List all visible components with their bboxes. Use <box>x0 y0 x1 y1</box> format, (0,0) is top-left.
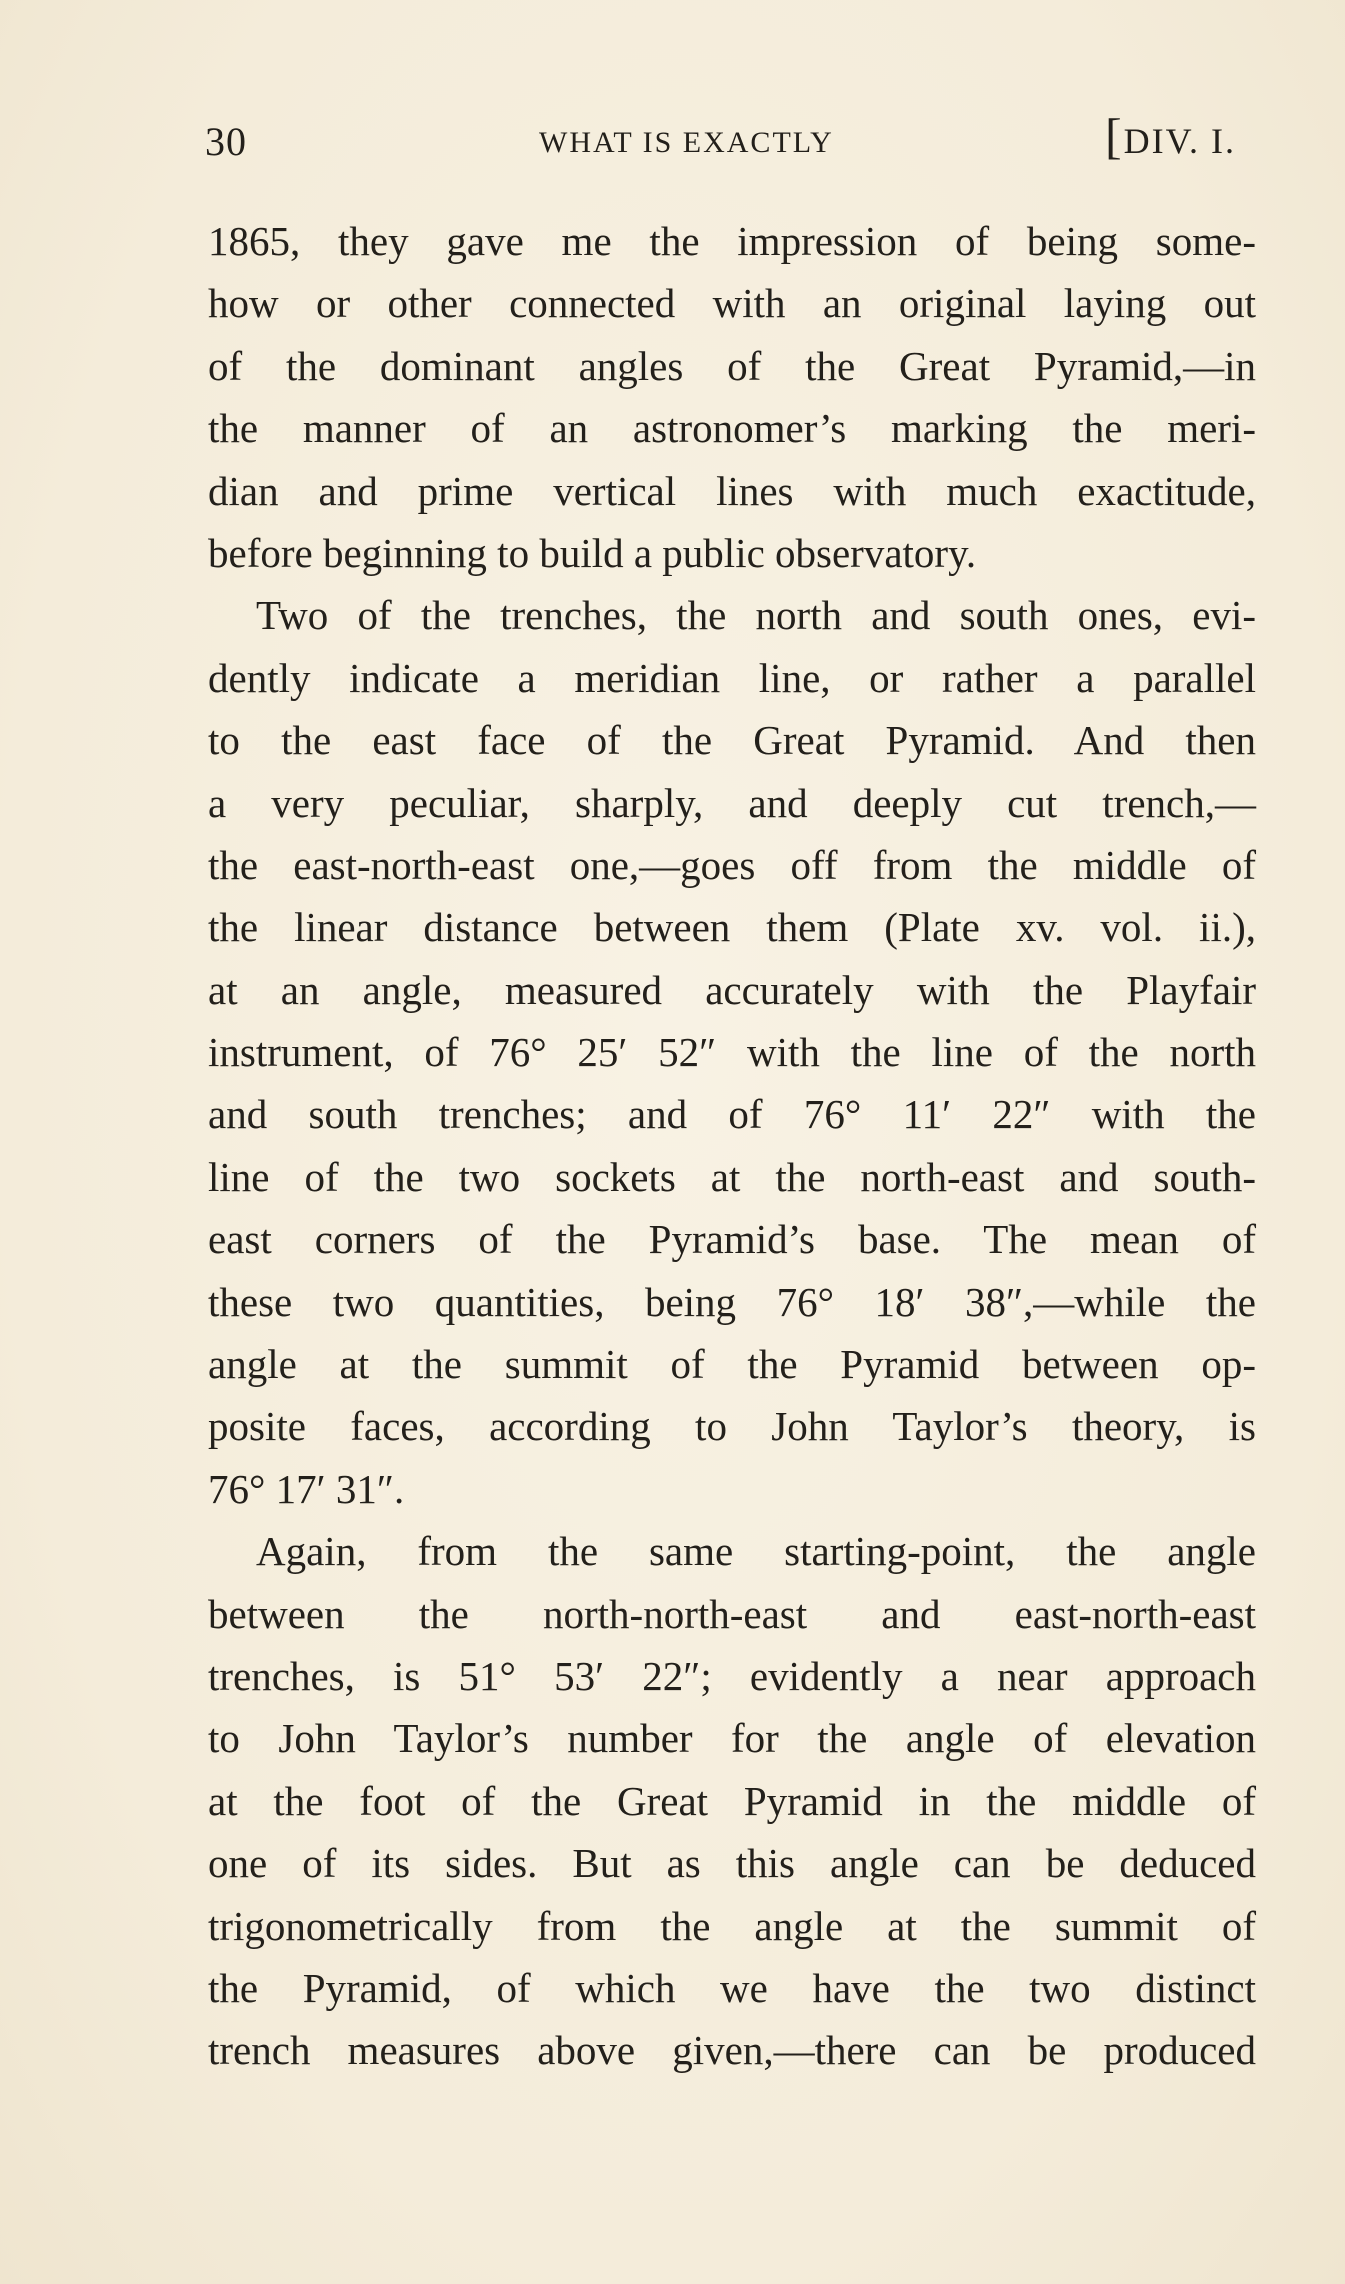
division-label <box>1105 108 1236 164</box>
text-line: one of its sides. But as this angle can be deduced <box>208 1840 1256 1887</box>
text-line: trench measures above given,—there can be produced <box>208 2027 1256 2074</box>
division-bracket: [ <box>1105 108 1124 164</box>
text-line: to John Taylor’s number for the angle of elevation <box>208 1715 1256 1762</box>
text-line: how or other connected with an original laying out <box>208 280 1256 327</box>
text-line: Again, from the same starting-point, the angle <box>256 1528 1256 1575</box>
text-line: a very peculiar, sharply, and deeply cut trench,— <box>208 779 1256 826</box>
division-text: DIV. I. <box>1123 121 1236 161</box>
text-line: at the foot of the Great Pyramid in the middle of <box>208 1777 1256 1824</box>
page-number: 30 <box>205 119 247 164</box>
text-line: before beginning to build a public observatory. <box>208 529 977 576</box>
text-line: line of the two sockets at the north-east and south- <box>208 1153 1256 1200</box>
text-line: dian and prime vertical lines with much exactitude, <box>208 467 1256 514</box>
text-line: 76° 17′ 31″. <box>208 1465 405 1512</box>
running-title: WHAT IS EXACTLY <box>539 126 834 159</box>
text-line: of the dominant angles of the Great Pyramid,—in <box>208 342 1256 389</box>
text-line: trenches, is 51° 53′ 22″; evidently a near approach <box>208 1652 1256 1699</box>
text-line: the manner of an astronomer’s marking the meri- <box>208 405 1256 452</box>
text-line: the east-north-east one,—goes off from the middle of <box>208 841 1256 888</box>
text-line: the linear distance between them (Plate xv. vol. ii.), <box>208 904 1256 951</box>
text-line: dently indicate a meridian line, or rather a parallel <box>208 654 1256 701</box>
text-line: to the east face of the Great Pyramid. And then <box>208 717 1256 764</box>
text-line: Two of the trenches, the north and south ones, evi- <box>256 592 1256 639</box>
text-line: these two quantities, being 76° 18′ 38″,—while the <box>208 1278 1256 1325</box>
text-line: at an angle, measured accurately with the Playfair <box>208 966 1256 1013</box>
text-line: angle at the summit of the Pyramid between op- <box>208 1341 1256 1388</box>
text-line: the Pyramid, of which we have the two distinct <box>208 1964 1256 2011</box>
text-line: east corners of the Pyramid’s base. The mean of <box>208 1216 1256 1263</box>
page-header <box>205 108 1255 178</box>
text-line: 1865, they gave me the impression of being some- <box>208 218 1256 264</box>
text-line: instrument, of 76° 25′ 52″ with the line of the north <box>208 1029 1256 1076</box>
text-line: posite faces, according to John Taylor’s theory, is <box>208 1403 1256 1450</box>
text-line: between the north-north-east and east-north-east <box>208 1590 1256 1637</box>
text-line: trigonometrically from the angle at the summit of <box>208 1902 1256 1949</box>
body-text <box>208 210 1256 2082</box>
text-line: and south trenches; and of 76° 11′ 22″ with the <box>208 1091 1256 1138</box>
